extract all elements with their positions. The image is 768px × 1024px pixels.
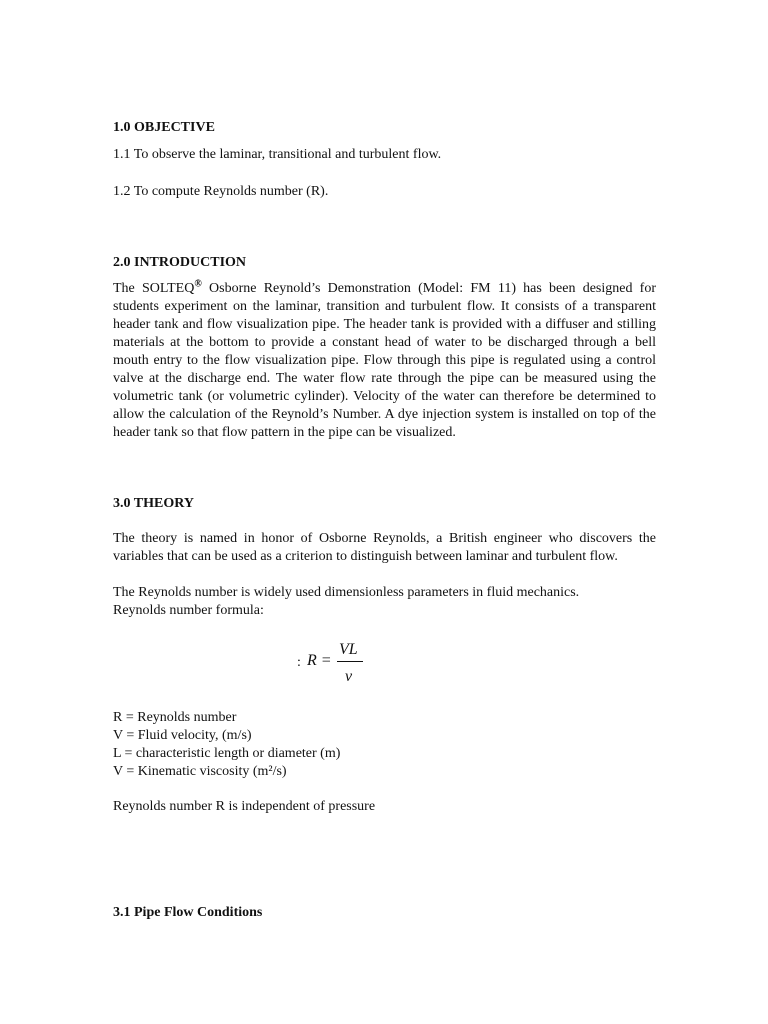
intro-lead: The SOLTEQ — [113, 281, 195, 296]
formula-numerator: VL — [339, 641, 358, 658]
reynolds-formula — [297, 638, 377, 690]
definition-viscosity: V = Kinematic viscosity (m²/s) — [113, 764, 287, 779]
pressure-note: Reynolds number R is independent of pressure — [113, 799, 376, 814]
fraction-bar — [337, 661, 363, 662]
formula-prefix: : — [297, 655, 301, 670]
objective-item-1: 1.1 To observe the laminar, transitional and turbulent flow. — [113, 147, 442, 162]
formula-lhs: R = — [307, 652, 332, 669]
theory-paragraph-2: The Reynolds number is widely used dimensionless parameters in fluid mechanics. — [113, 585, 580, 600]
formula-denominator: v — [345, 668, 353, 685]
formula-intro: Reynolds number formula: — [113, 603, 264, 618]
definition-r: R = Reynolds number — [113, 710, 237, 725]
registered-mark: ® — [194, 278, 202, 290]
objective-item-2: 1.2 To compute Reynolds number (R). — [113, 184, 329, 199]
introduction-heading: 2.0 INTRODUCTION — [113, 255, 247, 270]
theory-paragraph-1: The theory is named in honor of Osborne Reynolds, a British engineer who discovers the variables that can be used as a criterion to distinguish between laminar and turbulent flow. — [113, 531, 656, 564]
introduction-paragraph — [113, 280, 656, 442]
pipe-flow-heading: 3.1 Pipe Flow Conditions — [113, 905, 263, 920]
definition-v: V = Fluid velocity, (m/s) — [113, 728, 252, 743]
variable-definitions — [113, 709, 340, 781]
definition-l: L = characteristic length or diameter (m) — [113, 746, 341, 761]
objective-heading: 1.0 OBJECTIVE — [113, 120, 215, 135]
intro-body: Osborne Reynold’s Demonstration (Model: FM 11) has been designed for students experiment on the laminar, transition and turbulent flow. It consists of a transparent header tank and flow visualization pipe. The header tank is provided with a diffuser and stilling materials at the bottom to provide a constant head of water to be discharged through a bell mouth entry to the flow visualization pipe. Flow through this pipe is regulated using a control valve at the discharge end. The water flow rate through the pipe can be measured using the volumetric tank (or volumetric cylinder). Velocity of the water can therefore be determined to allow the calculation of the Reynold’s Number. A dye injection system is installed on top of the header tank so that flow pattern in the pipe can be visualized. — [113, 281, 656, 440]
theory-heading: 3.0 THEORY — [113, 496, 194, 511]
